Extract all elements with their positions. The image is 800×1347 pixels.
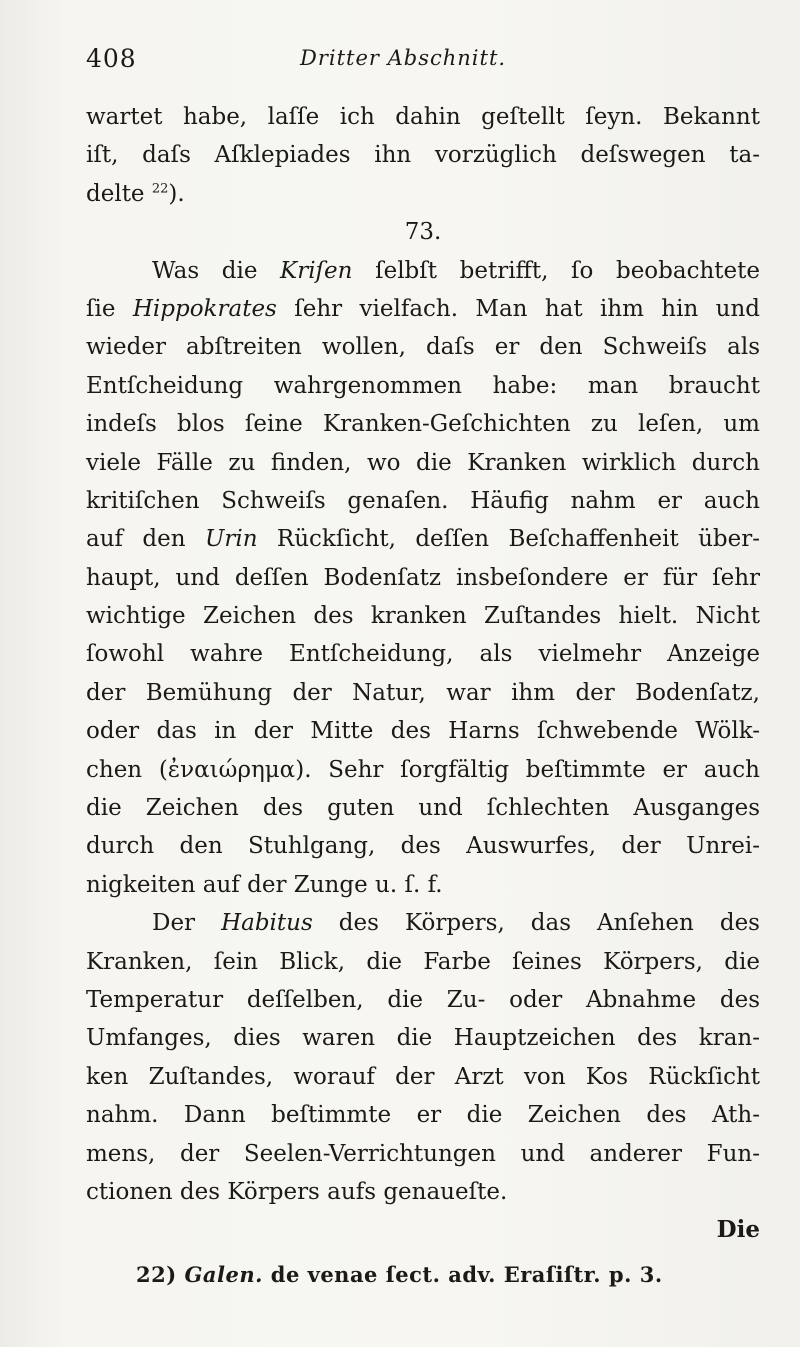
text-line (86, 175, 760, 213)
footnote-text: de venae ſect. adv. Eraſiſtr. p. 3. (262, 1262, 663, 1287)
text-line: durch den Stuhlgang, des Auswurfes, der Unrei- (86, 833, 760, 860)
section-number: 73. (404, 219, 442, 246)
text-line: die Zeichen des guten und ſchlechten Ausganges (86, 795, 760, 822)
page-number: 408 (86, 44, 137, 73)
text-fragment: des Körpers, das Anſehen des (312, 910, 760, 937)
text-line: wieder abſtreiten wollen, daſs er den Schweiſs als (86, 334, 760, 361)
text-line: chen (ἐναιώρημα). Sehr ſorgfältig beſtimmte er auch (86, 756, 760, 783)
text-line: wartet habe, laſſe ich dahin geſtellt ſeyn. Bekannt (86, 104, 760, 130)
text-fragment: Rückſicht, deſſen Beſchaffenheit über- (257, 526, 761, 553)
text-line (86, 290, 760, 328)
text-fragment: delte (86, 180, 145, 207)
footnote-reference: 22 (151, 181, 169, 197)
text-line: nahm. Dann beſtimmte er die Zeichen des Ath- (86, 1102, 760, 1129)
text-line: iſt, daſs Aſklepiades ihn vorzüglich deſswegen ta- (86, 142, 760, 169)
text-fragment: ). (168, 180, 185, 207)
text-line: haupt, und deſſen Bodenſatz insbeſondere er für ſehr (86, 564, 760, 591)
text-fragment: auf den (86, 526, 205, 553)
catchword: Die (716, 1216, 760, 1244)
text-fragment: Der (152, 910, 222, 937)
text-fragment: ſelbſt betrifft, ſo beobachtete (352, 257, 760, 284)
text-line: ctionen des Körpers aufs genaueſte. (86, 1178, 508, 1205)
text-line: kritiſchen Schweiſs genaſen. Häufig nahm er auch (86, 487, 760, 514)
text-line (86, 252, 760, 290)
text-line: Entſcheidung wahrgenommen habe: man braucht (86, 372, 760, 399)
footnote-number: 22) (136, 1262, 177, 1287)
text-line: Kranken, ſein Blick, die Farbe ſeines Körpers, die (86, 948, 760, 975)
text-line: nigkeiten auf der Zunge u. ſ. f. (86, 871, 443, 898)
text-line (86, 904, 760, 942)
catchword-line (86, 1211, 760, 1249)
text-line: mens, der Seelen-Verrichtungen und anderer Fun- (86, 1140, 760, 1167)
italic-term: Urin (204, 526, 258, 553)
text-line: Temperatur deſſelben, die Zu- oder Abnahme des (86, 986, 760, 1013)
footnote (136, 1262, 736, 1287)
italic-term: Kriſen (280, 257, 353, 284)
text-line: oder das in der Mitte des Harns ſchwebende Wölk- (86, 718, 760, 745)
footnote-author: Galen. (184, 1262, 263, 1287)
italic-term: Hippokrates (132, 295, 277, 322)
text-line: wichtige Zeichen des kranken Zuſtandes hielt. Nicht (86, 603, 760, 630)
italic-term: Habitus (221, 910, 313, 937)
text-fragment: ſie (86, 295, 133, 322)
page-header (86, 44, 726, 84)
text-fragment: Was die (152, 257, 281, 284)
text-line (86, 520, 760, 558)
text-fragment: ſehr vielfach. Man hat ihm hin und (276, 295, 760, 322)
text-line: ken Zuſtandes, worauf der Arzt von Kos Rückſicht (86, 1063, 760, 1090)
text-line: der Bemühung der Natur, war ihm der Bodenſatz, (86, 679, 760, 706)
text-line: viele Fälle zu finden, wo die Kranken wirklich durch (86, 449, 760, 476)
text-line: Umfanges, dies waren die Hauptzeichen des kran- (86, 1025, 760, 1052)
text-line: indeſs blos ſeine Kranken-Geſchichten zu leſen, um (86, 411, 760, 438)
text-line: ſowohl wahre Entſcheidung, als vielmehr Anzeige (86, 641, 760, 668)
body-text (86, 98, 760, 1250)
running-head: Dritter Abschnitt. (300, 46, 507, 70)
